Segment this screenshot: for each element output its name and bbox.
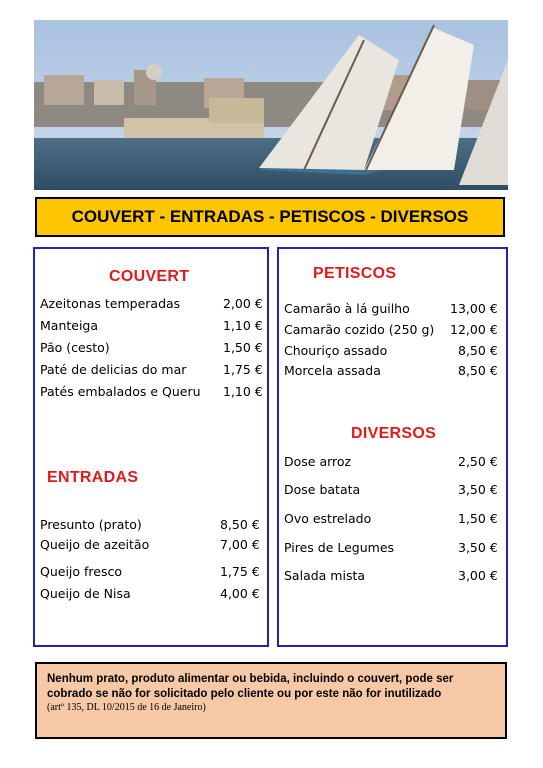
menu-item [284,482,498,497]
item-name: Salada mista [284,568,366,583]
item-price: 2,00 € [223,296,263,311]
item-price: 1,50 € [458,511,498,526]
item-price: 7,00 € [220,537,260,552]
item-name: Paté de delicias do mar [40,362,187,377]
notice-text: Nenhum prato, produto alimentar ou bebida, incluindo o couvert, pode ser cobrado se não for solicitado pelo cliente ou por este não for inutilizado [47,673,454,700]
item-name: Dose batata [284,482,361,497]
page-title: COUVERT - ENTRADAS - PETISCOS - DIVERSOS [35,197,505,237]
menu-item [40,586,260,601]
item-name: Ovo estrelado [284,511,372,526]
item-price: 2,50 € [458,454,498,469]
item-name: Azeitonas temperadas [40,296,181,311]
item-name: Morcela assada [284,363,381,378]
item-price: 1,10 € [223,318,263,333]
menu-item [40,517,260,532]
menu-item [284,540,498,555]
diversos-heading: DIVERSOS [351,425,437,442]
item-name: Manteiga [40,318,99,333]
item-price: 1,75 € [223,362,263,377]
item-name: Camarão cozido (250 g) [284,322,435,337]
item-price: 8,50 € [458,363,498,378]
item-price: 13,00 € [450,301,498,316]
legal-notice [35,662,507,739]
item-price: 1,75 € [220,564,260,579]
couvert-heading: COUVERT [109,268,190,285]
item-name: Queijo fresco [40,564,123,579]
menu-item [40,564,260,579]
item-price: 3,00 € [458,568,498,583]
item-name: Chouriço assado [284,343,388,358]
menu-item [284,343,498,358]
menu-item [40,362,263,377]
right-column [277,247,508,647]
item-price: 1,50 € [223,340,263,355]
menu-item [284,322,498,337]
item-price: 3,50 € [458,482,498,497]
item-name: Pão (cesto) [40,340,110,355]
item-price: 3,50 € [458,540,498,555]
menu-item [284,511,498,526]
item-name: Pires de Legumes [284,540,395,555]
entradas-heading: ENTRADAS [47,469,139,486]
item-price: 8,50 € [458,343,498,358]
item-price: 4,00 € [220,586,260,601]
item-name: Dose arroz [284,454,352,469]
left-column [33,247,269,647]
banner-photo [34,20,508,190]
menu-item [40,318,263,333]
item-name: Queijo de Nisa [40,586,131,601]
item-name: Camarão à lá guilho [284,301,410,316]
item-name: Queijo de azeitão [40,537,150,552]
item-price: 1,10 € [223,384,263,399]
menu-item [40,340,263,355]
menu-item [284,301,498,316]
sailboat-image [34,20,508,190]
menu-item [284,363,498,378]
item-name: Presunto (prato) [40,517,142,532]
menu-item [40,296,263,311]
item-price: 8,50 € [220,517,260,532]
item-name: Patés embalados e Queru [40,384,201,399]
menu-item [40,384,263,399]
item-price: 12,00 € [450,322,498,337]
menu-item [40,537,260,552]
notice-reference: (artº 135, DL 10/2015 de 16 de Janeiro) [47,702,206,713]
menu-item [284,454,498,469]
petiscos-heading: PETISCOS [313,265,397,282]
menu-item [284,568,498,583]
